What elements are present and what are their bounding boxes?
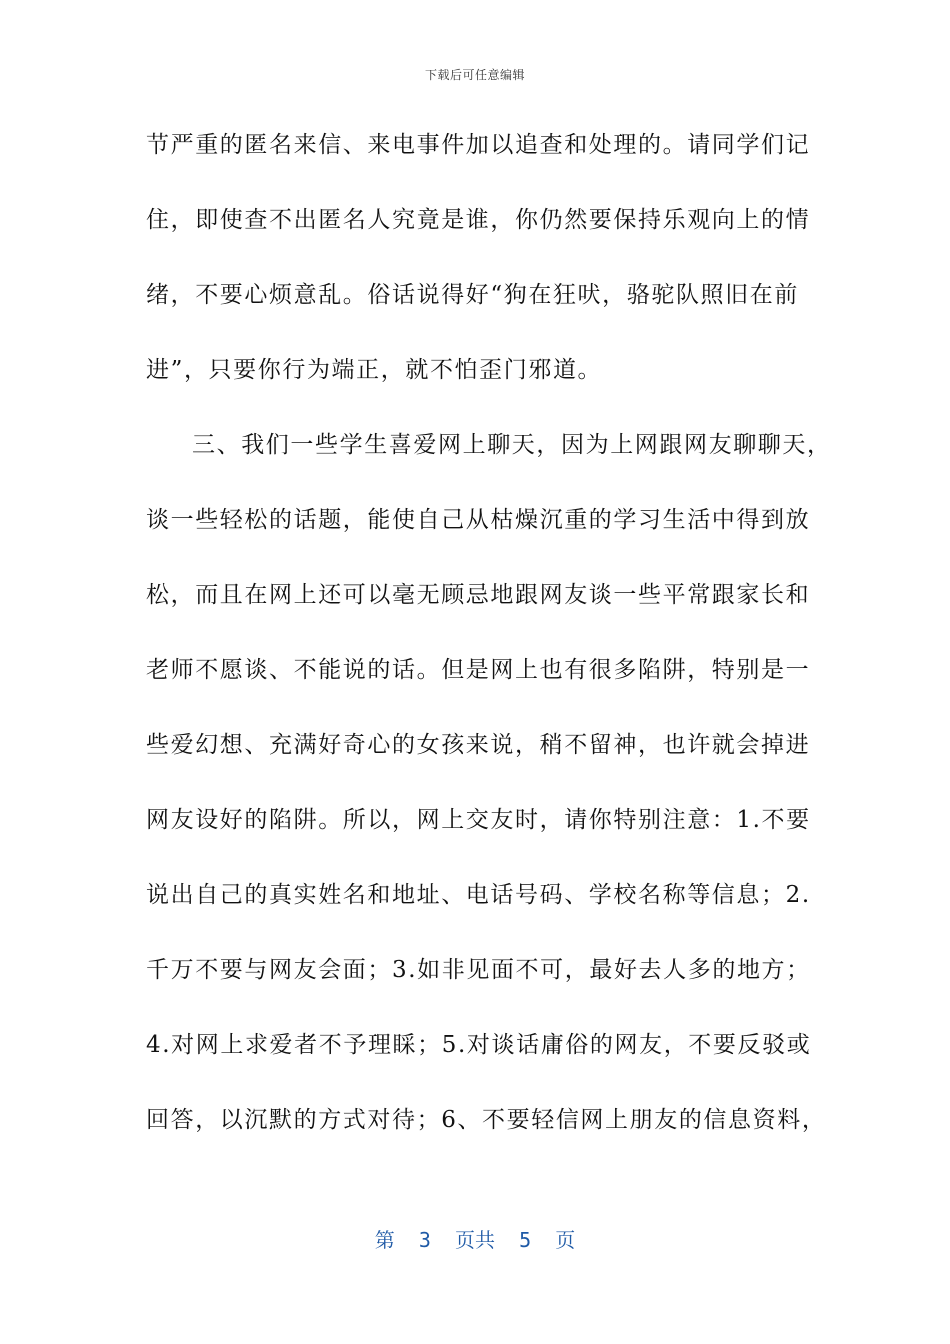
page-indicator: 第 3 页共 5 页 bbox=[374, 1228, 576, 1252]
text-line: 回答，以沉默的方式对待；6、不要轻信网上朋友的信息资料， bbox=[146, 1107, 827, 1133]
text-line: 老师不愿谈、不能说的话。但是网上也有很多陷阱，特别是一 bbox=[146, 657, 811, 683]
header-note: 下载后可任意编辑 bbox=[424, 68, 525, 82]
text-line: 说出自己的真实姓名和地址、电话号码、学校名称等信息；2. bbox=[146, 882, 811, 908]
paragraph-start-line: 三、我们一些学生喜爱网上聊天，因为上网跟网友聊聊天， bbox=[192, 432, 832, 458]
document-body bbox=[146, 115, 832, 1165]
text-line: 网友设好的陷阱。所以，网上交友时，请你特别注意：1.不要 bbox=[146, 807, 811, 833]
text-line: 松，而且在网上还可以毫无顾忌地跟网友谈一些平常跟家长和 bbox=[146, 582, 811, 608]
text-line: 绪，不要心烦意乱。俗话说得好“狗在狂吠，骆驼队照旧在前 bbox=[146, 282, 799, 308]
text-line: 住，即使查不出匿名人究竟是谁，你仍然要保持乐观向上的情 bbox=[146, 207, 811, 233]
text-line: 千万不要与网友会面；3.如非见面不可，最好去人多的地方； bbox=[146, 957, 811, 983]
text-line: 节严重的匿名来信、来电事件加以追查和处理的。请同学们记 bbox=[146, 132, 811, 158]
text-line: 进”，只要你行为端正，就不怕歪门邪道。 bbox=[146, 357, 603, 383]
text-line: 些爱幻想、充满好奇心的女孩来说，稍不留神，也许就会掉进 bbox=[146, 732, 811, 758]
text-line: 4.对网上求爱者不予理睬；5.对谈话庸俗的网友，不要反驳或 bbox=[146, 1032, 812, 1058]
text-line: 谈一些轻松的话题，能使自己从枯燥沉重的学习生活中得到放 bbox=[146, 507, 811, 533]
